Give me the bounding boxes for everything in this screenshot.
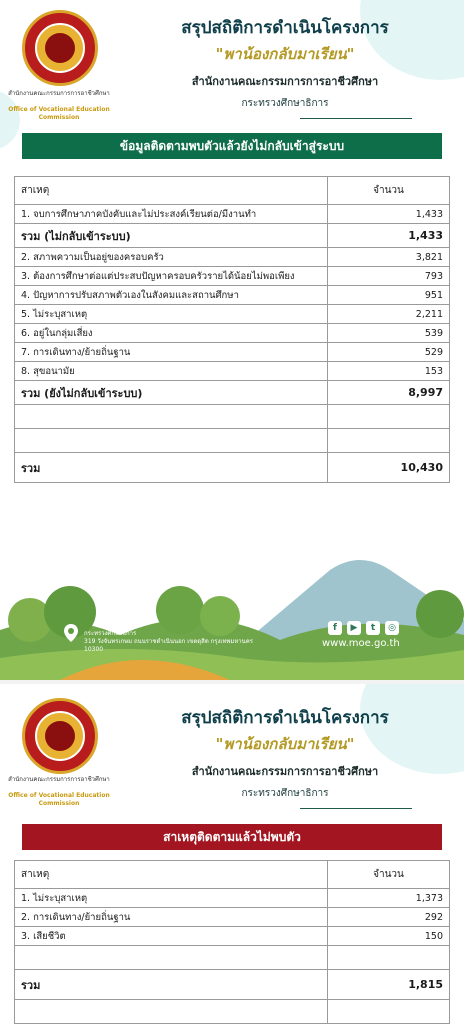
org-name: สำนักงานคณะกรรมการการอาชีวศึกษา bbox=[191, 75, 379, 88]
subtotal-value: 8,997 bbox=[328, 381, 450, 405]
not-found-table bbox=[14, 860, 450, 1024]
table-row bbox=[15, 286, 450, 305]
row-label: 4. ปัญหาการปรับสภาพตัวเองในสังคมและสถานศึกษา bbox=[15, 286, 328, 305]
grand-total-label: รวม bbox=[15, 453, 328, 483]
logo-caption-th: สำนักงานคณะกรรมการการอาชีวศึกษา bbox=[8, 90, 110, 97]
table-row bbox=[15, 908, 450, 927]
table-row bbox=[15, 205, 450, 224]
footer-address: 319 วังจันทรเกษม ถนนราชดำเนินนอก เขตดุสิต กรุงเทพมหานคร 10300 bbox=[84, 638, 253, 653]
row-value: 951 bbox=[328, 286, 450, 305]
row-value: 292 bbox=[328, 908, 450, 927]
row-value: 2,211 bbox=[328, 305, 450, 324]
row-label: 3. เสียชีวิต bbox=[15, 927, 328, 946]
row-label: 2. การเดินทาง/ย้ายถิ่นฐาน bbox=[15, 908, 328, 927]
table-row bbox=[15, 889, 450, 908]
social-links bbox=[328, 621, 399, 635]
row-label: 6. อยู่ในกลุ่มเสี่ยง bbox=[15, 324, 328, 343]
globe-icon[interactable]: ◎ bbox=[385, 621, 399, 635]
total-row bbox=[15, 970, 450, 1000]
location-pin-icon bbox=[64, 624, 78, 642]
ministry-name: กระทรวงศึกษาธิการ bbox=[241, 788, 329, 799]
row-label: 2. สภาพความเป็นอยู่ของครอบครัว bbox=[15, 248, 328, 267]
title-underline bbox=[300, 808, 412, 809]
ministry-name: กระทรวงศึกษาธิการ bbox=[241, 98, 329, 109]
total-label: รวม bbox=[15, 970, 328, 1000]
website-link[interactable]: www.moe.go.th bbox=[322, 638, 400, 649]
table-row bbox=[15, 305, 450, 324]
table-row bbox=[15, 248, 450, 267]
row-label: 1. จบการศึกษาภาคบังคับและไม่ประสงค์เรียนต่อ/มีงานทำ bbox=[15, 205, 328, 224]
project-quote: "พาน้องกลับมาเรียน" bbox=[215, 735, 355, 753]
page-title: สรุปสถิติการดำเนินโครงการ bbox=[181, 18, 389, 38]
table-row bbox=[15, 362, 450, 381]
found-not-returned-table bbox=[14, 176, 450, 483]
logo-caption-th: สำนักงานคณะกรรมการการอาชีวศึกษา bbox=[8, 776, 110, 783]
row-value: 539 bbox=[328, 324, 450, 343]
col-count: จำนวน bbox=[328, 861, 450, 889]
ovec-logo bbox=[22, 698, 98, 774]
total-value: 1,815 bbox=[328, 970, 450, 1000]
empty-row bbox=[15, 405, 450, 429]
table-row bbox=[15, 267, 450, 286]
title-underline bbox=[300, 118, 412, 119]
row-value: 529 bbox=[328, 343, 450, 362]
facebook-icon[interactable]: f bbox=[328, 621, 342, 635]
row-value: 1,373 bbox=[328, 889, 450, 908]
empty-row bbox=[15, 1000, 450, 1024]
col-reason: สาเหตุ bbox=[15, 177, 328, 205]
page-title: สรุปสถิติการดำเนินโครงการ bbox=[181, 708, 389, 728]
table-row bbox=[15, 927, 450, 946]
logo-caption-en: Office of Vocational Education Commission bbox=[8, 792, 110, 807]
subtotal-label: รวม (ยังไม่กลับเข้าระบบ) bbox=[15, 381, 328, 405]
ovec-logo bbox=[22, 10, 98, 86]
table-row bbox=[15, 324, 450, 343]
section-banner: สาเหตุติดตามแล้วไม่พบตัว bbox=[22, 824, 442, 850]
row-value: 1,433 bbox=[328, 205, 450, 224]
logo-caption-en: Office of Vocational Education Commission bbox=[8, 106, 110, 121]
table-row bbox=[15, 343, 450, 362]
section-banner: ข้อมูลติดตามพบตัวแล้วยังไม่กลับเข้าสู่ระบบ bbox=[22, 133, 442, 159]
row-value: 3,821 bbox=[328, 248, 450, 267]
row-value: 153 bbox=[328, 362, 450, 381]
row-label: 5. ไม่ระบุสาเหตุ bbox=[15, 305, 328, 324]
col-reason: สาเหตุ bbox=[15, 861, 328, 889]
table-header bbox=[15, 861, 450, 889]
row-label: 8. สุขอนามัย bbox=[15, 362, 328, 381]
row-value: 793 bbox=[328, 267, 450, 286]
empty-row bbox=[15, 946, 450, 970]
infographic-page-2 bbox=[0, 684, 464, 1024]
table-header bbox=[15, 177, 450, 205]
row-label: 7. การเดินทาง/ย้ายถิ่นฐาน bbox=[15, 343, 328, 362]
row-label: 3. ต้องการศึกษาต่อแต่ประสบปัญหาครอบครัวรายได้น้อยไม่พอเพียง bbox=[15, 267, 328, 286]
subtotal-row bbox=[15, 224, 450, 248]
grand-total-row bbox=[15, 453, 450, 483]
col-count: จำนวน bbox=[328, 177, 450, 205]
project-quote: "พาน้องกลับมาเรียน" bbox=[215, 45, 355, 63]
row-value: 150 bbox=[328, 927, 450, 946]
subtotal-value: 1,433 bbox=[328, 224, 450, 248]
row-label: 1. ไม่ระบุสาเหตุ bbox=[15, 889, 328, 908]
empty-row bbox=[15, 429, 450, 453]
grand-total-value: 10,430 bbox=[328, 453, 450, 483]
twitter-icon[interactable]: t bbox=[366, 621, 380, 635]
subtotal-label: รวม (ไม่กลับเข้าระบบ) bbox=[15, 224, 328, 248]
subtotal-row bbox=[15, 381, 450, 405]
footer-org: กระทรวงศึกษาธิการ bbox=[84, 630, 137, 637]
org-name: สำนักงานคณะกรรมการการอาชีวศึกษา bbox=[191, 765, 379, 778]
youtube-icon[interactable]: ▶ bbox=[347, 621, 361, 635]
footer-contact bbox=[84, 630, 264, 654]
landscape-illustration bbox=[0, 540, 464, 680]
